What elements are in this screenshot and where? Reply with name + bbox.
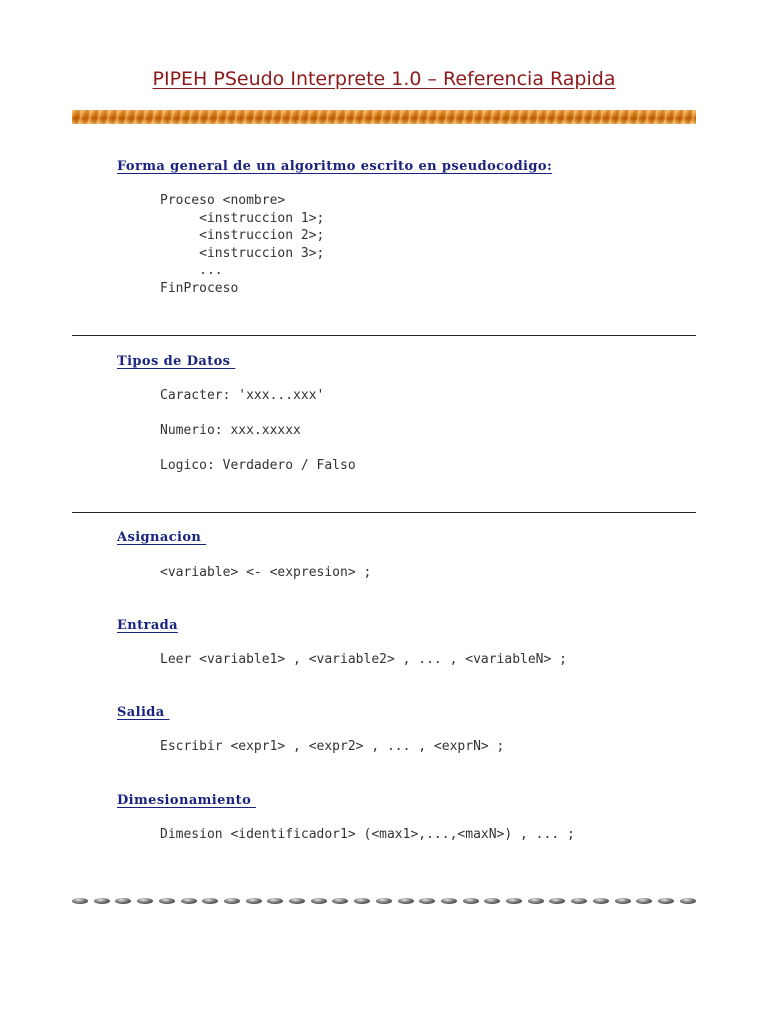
code-line: <instruccion 2>; (160, 228, 325, 243)
pebble-icon (419, 898, 435, 904)
pebble-icon (72, 898, 88, 904)
section-divider (72, 512, 696, 513)
decorative-banner-icon (72, 110, 696, 124)
pebble-icon (332, 898, 348, 904)
code-line: FinProceso (160, 280, 239, 296)
pebble-icon (137, 898, 153, 904)
pebble-icon (636, 898, 652, 904)
section-heading-asignacion: Asignacion (117, 530, 207, 545)
pebble-icon (267, 898, 283, 904)
entrada-line: Leer <variable1> , <variable2> , ... , <variableN> ; (160, 652, 567, 667)
section-heading-entrada: Entrada (117, 618, 178, 633)
section-heading-tipos: Tipos de Datos (117, 354, 236, 369)
numerio-line: Numerio: xxx.xxxxx (160, 423, 301, 438)
asignacion-line: <variable> <- <expresion> ; (160, 565, 372, 580)
section-heading-forma: Forma general de un algoritmo escrito en pseudocodigo: (117, 159, 553, 174)
logico-line: Logico: Verdadero / Falso (160, 458, 356, 473)
code-line: Proceso <nombre> (160, 193, 286, 208)
pebble-icon (115, 898, 131, 904)
pebble-icon (615, 898, 631, 904)
pebble-icon (398, 898, 414, 904)
code-line: <instruccion 3>; (160, 245, 325, 261)
pebble-icon (506, 898, 522, 904)
pebble-icon (658, 898, 674, 904)
pebble-icon (484, 898, 500, 904)
pebble-icon (593, 898, 609, 904)
pebble-icon (289, 898, 305, 904)
pebble-icon (528, 898, 544, 904)
section-heading-salida: Salida (117, 705, 170, 720)
pebble-icon (202, 898, 218, 904)
section-divider (72, 335, 696, 336)
page-title: PIPEH PSeudo Interprete 1.0 – Referencia Rapida (152, 68, 616, 90)
pebble-icon (94, 898, 110, 904)
section-heading-dimension: Dimesionamiento (117, 793, 257, 808)
pebble-icon (246, 898, 262, 904)
pebble-icon (571, 898, 587, 904)
pebble-icon (680, 898, 696, 904)
pebble-icon (224, 898, 240, 904)
pebble-icon (181, 898, 197, 904)
salida-line: Escribir <expr1> , <expr2> , ... , <exprN> ; (160, 739, 505, 754)
pebble-icon (463, 898, 479, 904)
pebble-icon (354, 898, 370, 904)
pebble-icon (311, 898, 327, 904)
pebble-icon (441, 898, 457, 904)
caracter-line: Caracter: 'xxx...xxx' (160, 388, 325, 403)
dimension-line: Dimesion <identificador1> (<max1>,...,<maxN>) , ... ; (160, 827, 575, 842)
code-line: ... (160, 263, 223, 278)
pebble-divider-icon (72, 895, 696, 907)
code-line: <instruccion 1>; (160, 210, 325, 226)
pebble-icon (159, 898, 175, 904)
pebble-icon (549, 898, 565, 904)
pebble-icon (376, 898, 392, 904)
